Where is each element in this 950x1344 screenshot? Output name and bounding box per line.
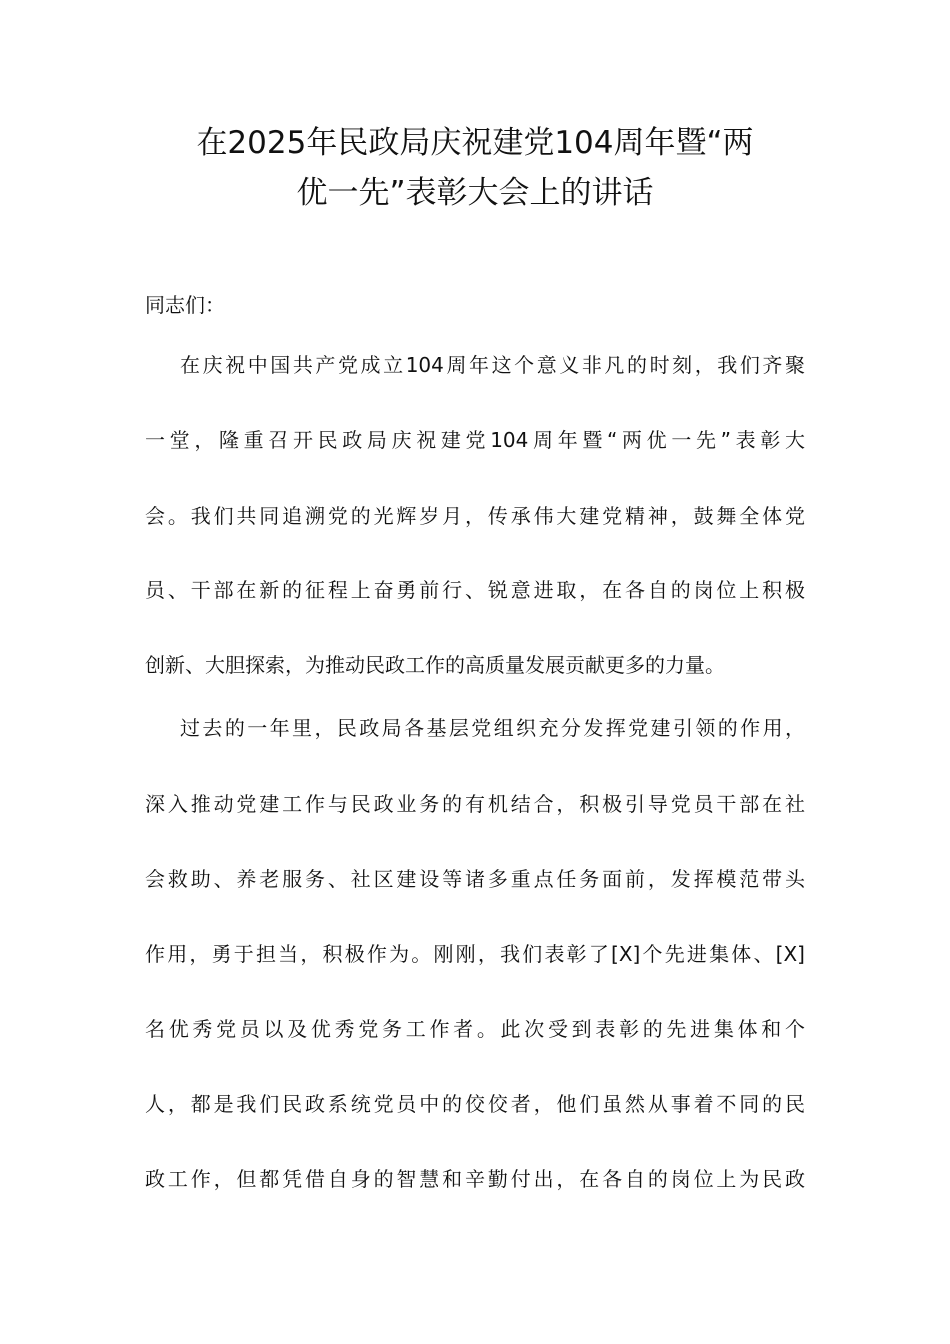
text-line: 创新、大胆探索，为推动民政工作的高质量发展贡献更多的力量。 <box>145 653 725 677</box>
text-line: 政工作，但都凭借自身的智慧和辛勤付出，在各自的岗位上为民政 <box>145 1167 805 1191</box>
text-line: 人，都是我们民政系统党员中的佼佼者，他们虽然从事着不同的民 <box>145 1092 805 1116</box>
text-line: 员、干部在新的征程上奋勇前行、锐意进取，在各自的岗位上积极 <box>145 578 805 602</box>
text-line: 名优秀党员以及优秀党务工作者。此次受到表彰的先进集体和个 <box>145 1017 805 1041</box>
text-line: 过去的一年里，民政局各基层党组织充分发挥党建引领的作用， <box>180 716 805 740</box>
text-line: 一堂，隆重召开民政局庆祝建党104周年暨“两优一先”表彰大 <box>145 428 805 452</box>
text-line: 深入推动党建工作与民政业务的有机结合，积极引导党员干部在社 <box>145 792 805 816</box>
salutation: 同志们： <box>145 293 225 317</box>
text-line: 会。我们共同追溯党的光辉岁月，传承伟大建党精神，鼓舞全体党 <box>145 504 805 528</box>
text-line: 会救助、养老服务、社区建设等诸多重点任务面前，发挥模范带头 <box>145 867 805 891</box>
document-title-line-2: 优一先”表彰大会上的讲话 <box>296 175 654 211</box>
text-line: 在庆祝中国共产党成立104周年这个意义非凡的时刻，我们齐聚 <box>180 353 805 377</box>
document-title-line-1: 在2025年民政局庆祝建党104周年暨“两 <box>196 125 754 161</box>
text-line: 作用，勇于担当，积极作为。刚刚，我们表彰了[X]个先进集体、[X] <box>145 942 805 966</box>
